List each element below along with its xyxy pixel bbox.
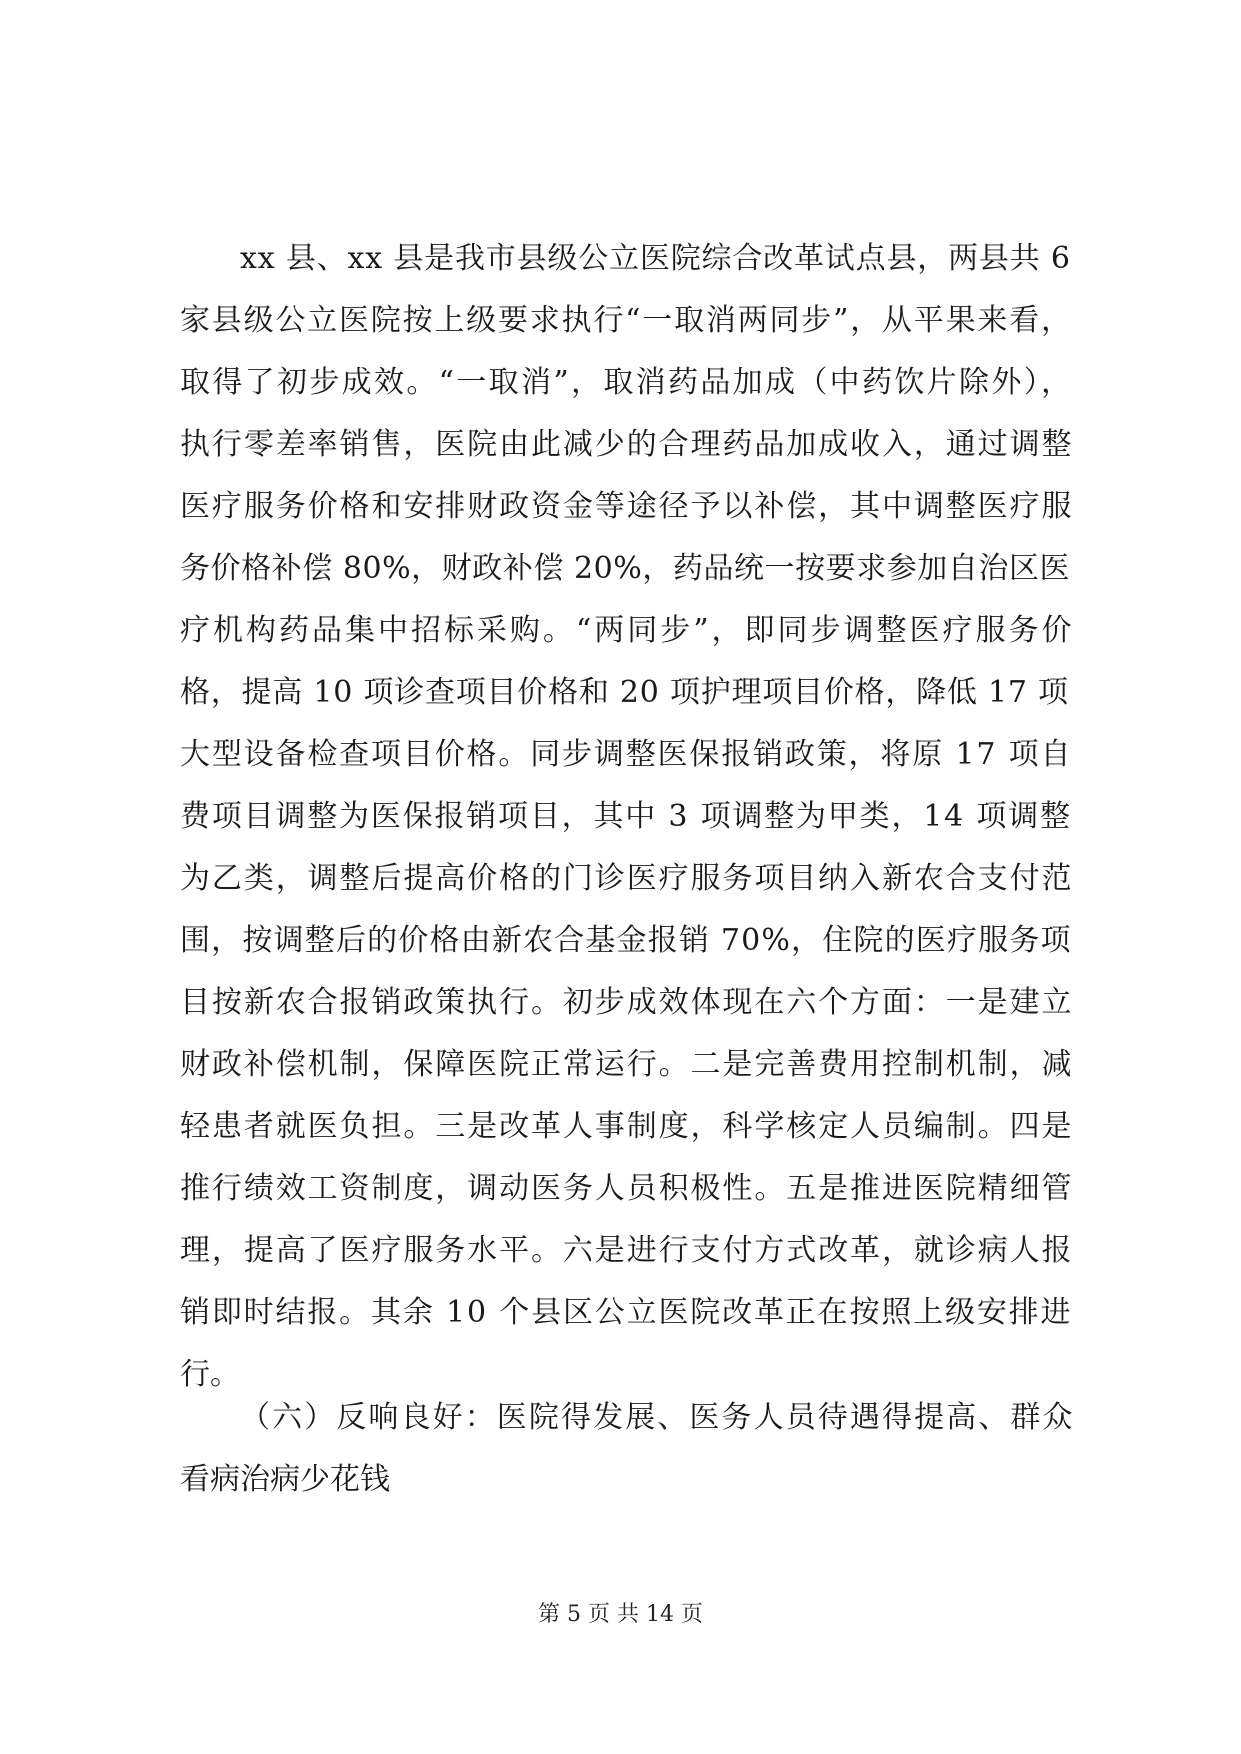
text-line: 轻患者就医负担。三是改革人事制度，科学核定人员编制。四是 [180, 1109, 1074, 1144]
page-number-footer [0, 1600, 1241, 1630]
text-line: 看病治病少花钱 [180, 1462, 390, 1497]
page-number-label: 第 5 页 共 14 页 [538, 1602, 703, 1627]
body-paragraph [180, 228, 1085, 1406]
section-heading-paragraph [180, 1387, 1085, 1511]
text-line: 销即时结报。其余 10 个县区公立医院改革正在按照上级安排进 [180, 1295, 1073, 1330]
text-line: 执行零差率销售，医院由此减少的合理药品加成收入，通过调整 [180, 427, 1074, 462]
text-line: 大型设备检查项目价格。同步调整医保报销政策，将原 17 项自 [180, 737, 1073, 772]
text-line: 理，提高了医疗服务水平。六是进行支付方式改革，就诊病人报 [180, 1233, 1074, 1268]
text-line: 推行绩效工资制度，调动医务人员积极性。五是推进医院精细管 [180, 1171, 1074, 1206]
text-line: 医疗服务价格和安排财政资金等途径予以补偿，其中调整医疗服 [180, 489, 1074, 524]
text-line: 取得了初步成效。“一取消”，取消药品加成（中药饮片除外）， [180, 365, 1074, 400]
text-line: 目按新农合报销政策执行。初步成效体现在六个方面：一是建立 [180, 985, 1074, 1020]
text-line: 家县级公立医院按上级要求执行“一取消两同步”，从平果来看， [180, 303, 1073, 338]
text-line: 行。 [180, 1357, 240, 1392]
text-line: xx 县、xx 县是我市县级公立医院综合改革试点县，两县共 6 [240, 241, 1071, 276]
text-line: 财政补偿机制，保障医院正常运行。二是完善费用控制机制，减 [180, 1047, 1074, 1082]
text-line: 格，提高 10 项诊查项目价格和 20 项护理项目价格，降低 17 项 [180, 675, 1069, 710]
text-line: （六）反响良好：医院得发展、医务人员待遇得提高、群众 [240, 1400, 1075, 1435]
text-line: 疗机构药品集中招标采购。“两同步”，即同步调整医疗服务价 [180, 613, 1075, 648]
text-line: 务价格补偿 80%，财政补偿 20%，药品统一按要求参加自治区医 [180, 551, 1071, 586]
text-line: 围，按调整后的价格由新农合基金报销 70%，住院的医疗服务项 [180, 923, 1072, 958]
text-line: 费项目调整为医保报销项目，其中 3 项调整为甲类，14 项调整 [180, 799, 1072, 834]
text-line: 为乙类，调整后提高价格的门诊医疗服务项目纳入新农合支付范 [180, 861, 1074, 896]
